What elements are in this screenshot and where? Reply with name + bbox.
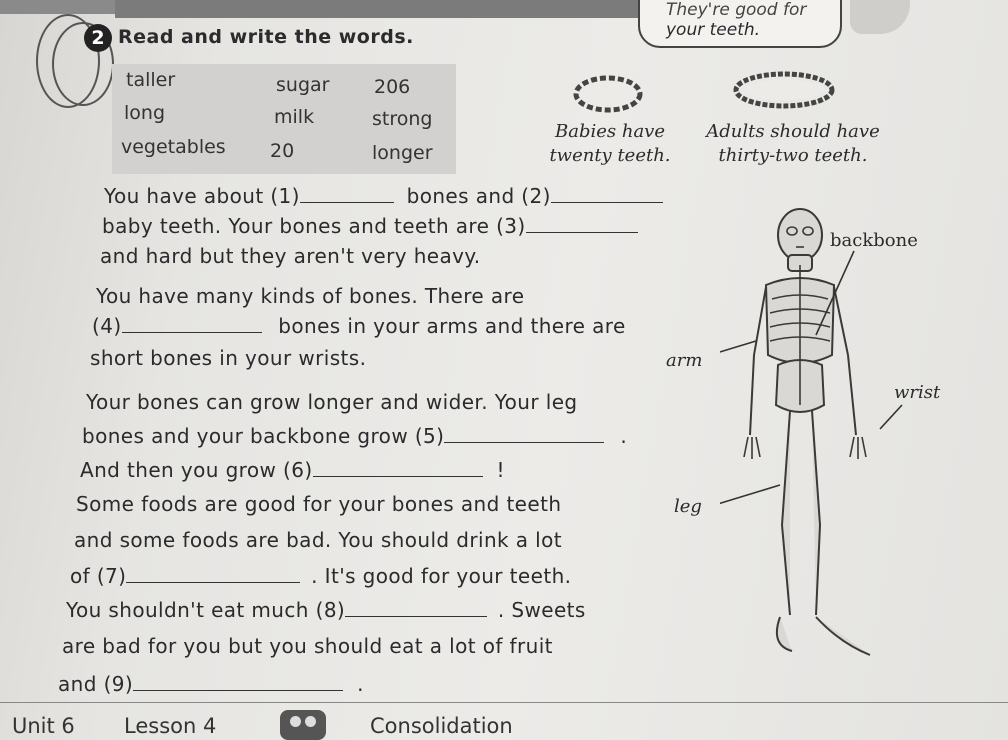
blank-5[interactable] [444,424,604,443]
adult-teeth-illustration [730,68,840,118]
blank-6[interactable] [313,458,483,477]
speech-line: They're good for [666,0,807,20]
footer-section: Consolidation [370,714,513,738]
passage-line: Some foods are good for your bones and teeth [76,492,562,516]
passage-text: ! [496,458,505,482]
blank-7[interactable] [126,564,300,583]
passage-text: bones and (2) [406,184,551,208]
word-bank-item: 20 [270,140,295,162]
character-hand [850,0,910,34]
passage-text: baby teeth. Your bones and teeth are (3) [102,214,526,238]
top-banner [115,0,655,18]
passage-line [82,424,627,448]
word-bank-item: taller [126,69,176,91]
baby-teeth-illustration [570,72,650,122]
word-bank-item: long [124,102,166,124]
exercise-instruction: Read and write the words. [118,26,414,48]
footer-divider [0,702,1008,703]
passage-line: Your bones can grow longer and wider. Your leg [86,390,578,414]
passage-line [80,458,505,482]
adults-caption [690,120,896,168]
passage-text: . [620,424,628,448]
word-bank [112,64,456,174]
label-wrist: wrist [894,382,941,403]
speech-bubble [638,0,842,48]
blank-9[interactable] [133,672,343,691]
passage-line [70,564,571,588]
blank-1[interactable] [300,184,394,203]
passage-line [92,314,626,338]
cd-icon [280,710,326,740]
passage-line: You have many kinds of bones. There are [96,284,525,308]
babies-caption [540,120,680,168]
blank-8[interactable] [345,598,487,617]
passage-text: . [357,672,364,696]
blank-3[interactable] [526,214,638,233]
passage-text: (4) [92,314,122,338]
footer-unit: Unit 6 [12,714,75,738]
label-backbone: backbone [830,230,918,251]
passage-text: . Sweets [497,598,586,622]
passage-line [104,184,663,208]
word-bank-item: 206 [374,76,411,98]
word-bank-item: vegetables [121,136,226,158]
caption-line: thirty-two teeth. [718,145,868,166]
passage-text: And then you grow (6) [80,458,313,482]
passage-text: . It's good for your teeth. [311,564,572,588]
footer-lesson: Lesson 4 [124,714,217,738]
passage-text: of (7) [70,564,127,588]
caption-line: Babies have [555,121,665,142]
caption-line: Adults should have [706,121,880,142]
word-bank-item: milk [274,106,315,128]
passage-line [66,598,586,622]
speech-line: your teeth. [666,20,761,40]
passage-line: and hard but they aren't very heavy. [100,244,481,268]
caption-line: twenty teeth. [549,145,671,166]
word-bank-item: strong [372,108,433,130]
word-bank-item: longer [372,142,433,164]
word-bank-item: sugar [276,74,330,96]
label-leg: leg [674,496,702,517]
passage-text: You shouldn't eat much (8) [66,598,346,622]
passage-line: and some foods are bad. You should drink a lot [74,528,563,552]
passage-text: bones in your arms and there are [278,314,626,338]
skeleton-illustration [720,205,920,665]
top-banner-left [0,0,115,14]
blank-2[interactable] [551,184,663,203]
passage-line [58,672,364,696]
passage-line: are bad for you but you should eat a lot of fruit [62,634,553,658]
passage-text: bones and your backbone grow (5) [82,424,445,448]
passage-line: short bones in your wrists. [90,346,367,370]
label-arm: arm [666,350,703,371]
blank-4[interactable] [122,314,262,333]
passage-text: You have about (1) [104,184,300,208]
exercise-number: 2 [84,24,112,52]
passage-text: and (9) [58,672,134,696]
passage-line [102,214,638,238]
